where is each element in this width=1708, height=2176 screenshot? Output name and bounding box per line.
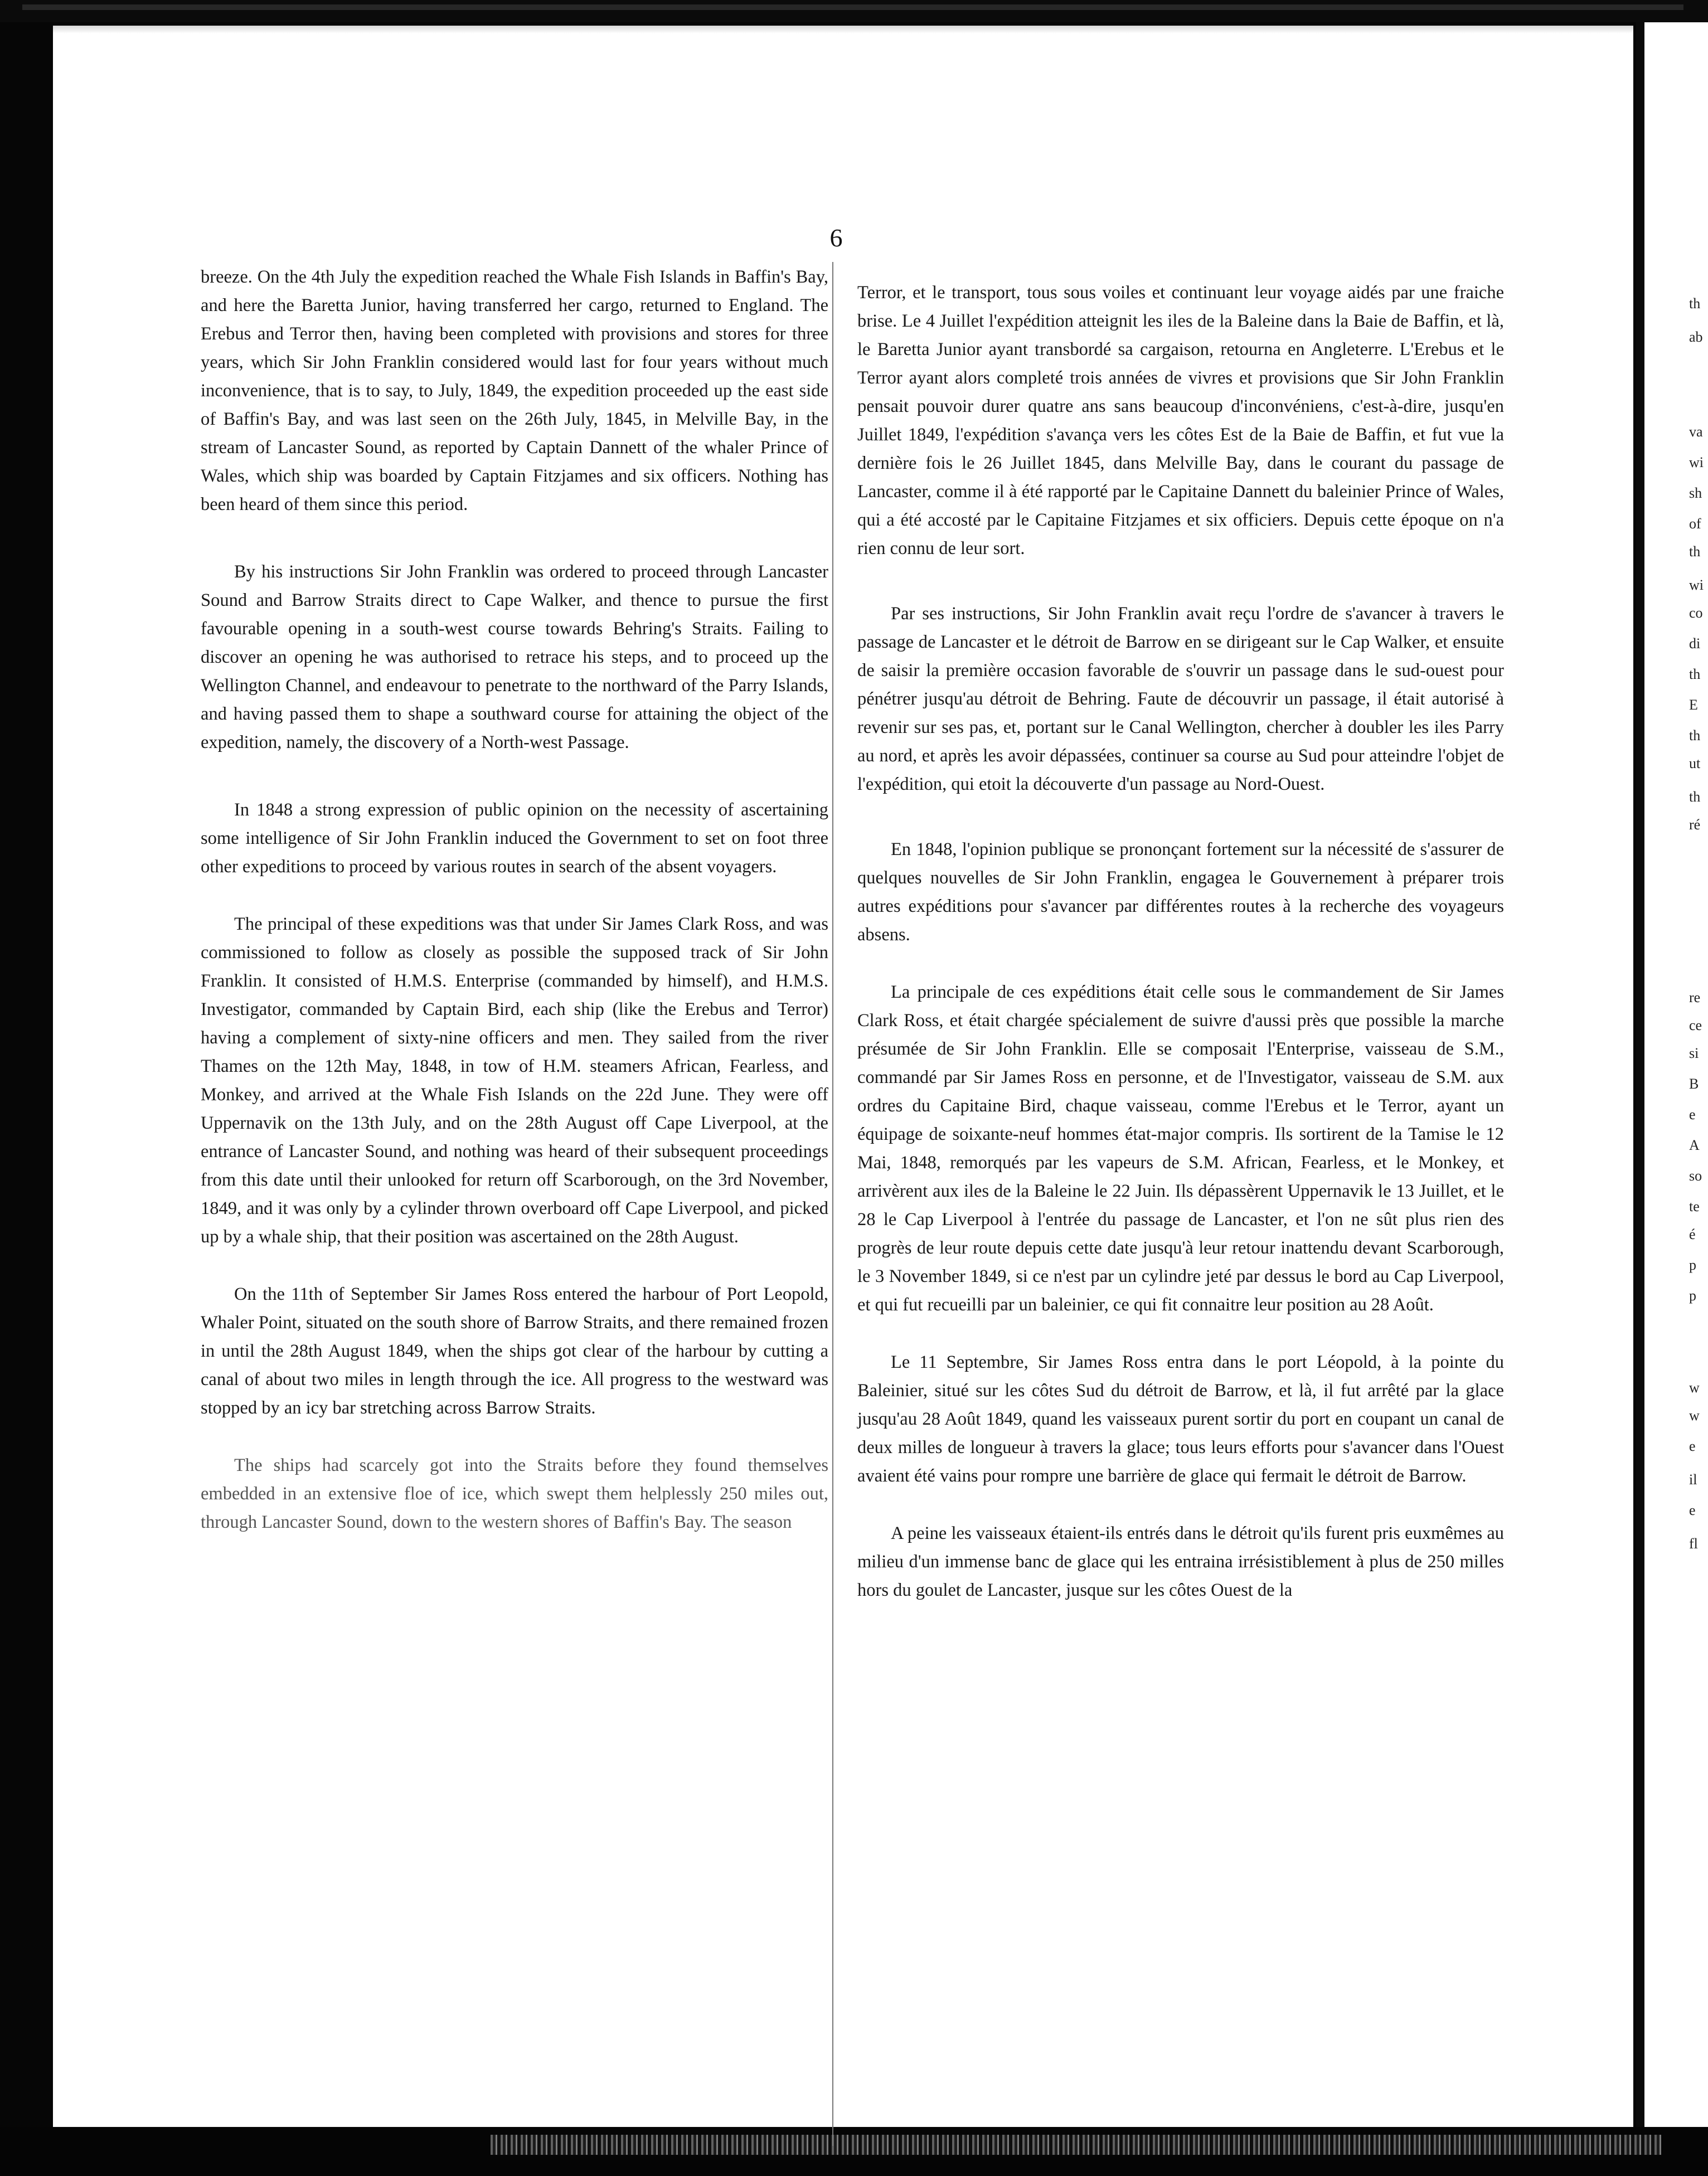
adjacent-page-fragment: te <box>1689 1198 1700 1215</box>
adjacent-page-fragment: B <box>1689 1076 1699 1092</box>
english-column <box>201 263 828 1537</box>
binding-texture <box>491 2135 1661 2155</box>
adjacent-page-fragment: th <box>1689 543 1701 560</box>
adjacent-page-fragment: of <box>1689 516 1701 532</box>
english-paragraph-3: In 1848 a strong expression of public opinion on the necessity of ascertaining some intelligence of Sir John Franklin induced the Government to set on foot three other expeditions to proceed by various routes in search of the absent voyagers. <box>201 800 828 877</box>
adjacent-page-fragment: si <box>1689 1045 1699 1061</box>
french-paragraph-3: En 1848, l'opinion publique se prononçant fortement sur la nécessité de s'assurer de quelques nouvelles de Sir John Franklin, engagea le Gouvernement à préparer trois autres expéditions pour s'avancer par différentes routes à la recherche des voyageurs absens. <box>857 839 1504 945</box>
adjacent-page-fragment: ab <box>1689 329 1703 345</box>
column-divider <box>832 262 833 2146</box>
page-top-shadow <box>53 26 1633 33</box>
adjacent-page-fragment: sh <box>1689 485 1702 501</box>
adjacent-page-fragment: w <box>1689 1407 1700 1424</box>
english-paragraph-1: breeze. On the 4th July the expedition reached the Whale Fish Islands in Baffin's Bay, and here the Baretta Junior, having transferred her cargo, returned to England. The Erebus and Terror then, having been completed with provisions and stores for three years, which Sir John Franklin considered would last for four years without much inconvenience, that is to say, to July, 1849, the expedition proceeded up the east side of Baffin's Bay, and was last seen on the 26th July, 1845, in Melville Bay, in the stream of Lancaster Sound, as reported by Captain Dannett of the whaler Prince of Wales, which ship was boarded by Captain Fitzjames and six officers. Nothing has been heard of them since this period. <box>201 267 828 514</box>
adjacent-page-fragment: E <box>1689 697 1698 713</box>
adjacent-page-fragment: re <box>1689 989 1701 1006</box>
adjacent-page-fragment: ré <box>1689 817 1701 833</box>
adjacent-page-fragment: di <box>1689 635 1701 652</box>
adjacent-page-fragment: ut <box>1689 755 1701 771</box>
adjacent-page-fragment: fl <box>1689 1536 1698 1552</box>
english-paragraph-2: By his instructions Sir John Franklin was ordered to proceed through Lancaster Sound and Barrow Straits direct to Cape Walker, and thence to pursue the first favourable opening in a south-west course towards Behring's Straits. Failing to discover an opening he was authorised to retrace his steps, and to proceed up the Wellington Channel, and endeavour to penetrate to the northward of the Parry Islands, and having passed them to shape a southward course for attaining the object of the expedition, namely, the discovery of a North-west Passage. <box>201 562 828 752</box>
adjacent-page-fragment: A <box>1689 1137 1700 1153</box>
adjacent-page-fragment: p <box>1689 1257 1696 1273</box>
adjacent-page-fragment: ce <box>1689 1017 1702 1033</box>
binding-edge-line <box>22 4 1683 10</box>
adjacent-page-fragment: th <box>1689 727 1701 744</box>
adjacent-page-fragment: e <box>1689 1438 1696 1454</box>
adjacent-page-fragment: wi <box>1689 454 1704 470</box>
english-paragraph-6: The ships had scarcely got into the Straits before they found themselves embedded in an extensive floe of ice, which swept them helplessly 250 miles out, through Lancaster Sound, down to the western shores of Baffin's Bay. The season <box>201 1455 828 1532</box>
french-paragraph-5: Le 11 Septembre, Sir James Ross entra dans le port Léopold, à la pointe du Baleinier, situé sur les côtes Sud du détroit de Barrow, et là, il fut arrêté par la glace jusqu'au 28 Août 1849, quand les vaisseaux purent sortir du port en coupant un canal de deux milles de longueur à travers la glace; tous leurs efforts pour s'avancer dans l'Ouest avaient été vains pour rompre une barrière de glace qui fermait le détroit de Barrow. <box>857 1352 1504 1486</box>
adjacent-page-fragment: e <box>1689 1502 1696 1518</box>
adjacent-page-fragment: p <box>1689 1288 1696 1304</box>
english-paragraph-4: The principal of these expeditions was that under Sir James Clark Ross, and was commissioned to follow as closely as possible the supposed track of Sir John Franklin. It consisted of H.M.S. Enterprise (commanded by himself), and H.M.S. Investigator, commanded by Captain Bird, each ship (like the Erebus and Terror) having a complement of sixty-nine officers and men. They sailed from the river Thames on the 12th May, 1848, in tow of H.M. steamers African, Fearless, and Monkey, and arrived at the Whale Fish Islands on the 22d June. They were off Uppernavik on the 13th July, and on the 28th August off Cape Liverpool, at the entrance of Lancaster Sound, and nothing was heard of their subsequent proceedings from this date until their unlooked for return off Scarborough, on the 3rd November, 1849, and it was only by a cylinder thrown overboard off Cape Liverpool, and picked up by a whale ship, that their position was ascertained on the 28th August. <box>201 914 828 1247</box>
english-paragraph-5: On the 11th of September Sir James Ross entered the harbour of Port Leopold, Whaler Point, situated on the south shore of Barrow Straits, and there remained frozen in until the 28th August 1849, when the ships got clear of the harbour by cutting a canal of about two miles in length through the ice. All progress to the westward was stopped by an icy bar stretching across Barrow Straits. <box>201 1284 828 1418</box>
adjacent-page-fragment: wi <box>1689 577 1704 593</box>
adjacent-page-fragment: th <box>1689 789 1701 805</box>
french-paragraph-1: Terror, et le transport, tous sous voiles et continuant leur voyage aidés par une fraiche brise. Le 4 Juillet l'expédition atteignit les iles de la Baleine dans la Baie de Baffin, et là, le Baretta Junior ayant transbordé sa cargaison, retourna en Angleterre. L'Erebus et le Terror ayant alors completé trois années de vivres et provisions que Sir John Franklin pensait pouvoir durer quatre ans sans beaucoup d'inconvéniens, c'est-à-dire, jusqu'en Juillet 1849, l'expédition s'avança vers les côtes Est de la Baie de Baffin, et fut vue la dernière fois le 26 Juillet 1845, dans Melville Bay, dans le courant du passage de Lancaster, comme il à été rapporté par le Capitaine Dannett du baleinier Prince of Wales, qui a été accosté par le Capitaine Fitzjames et six officiers. Depuis cette époque on n'a rien connu de leur sort. <box>857 283 1504 558</box>
adjacent-page-fragment: th <box>1689 666 1701 682</box>
french-paragraph-2: Par ses instructions, Sir John Franklin avait reçu l'ordre de s'avancer à travers le passage de Lancaster et le détroit de Barrow en se dirigeant sur le Cap Walker, et ensuite de saisir la première occasion favorable de s'ouvrir un passage dans le sud-ouest pour pénétrer jusqu'au détroit de Behring. Faute de découvrir un passage, il était autorisé à revenir sur ses pas, et, portant sur le Canal Wellington, chercher à doubler les iles Parry au nord, et après les avoir dépassées, continuer sa course au Sud pour atteindre l'objet de l'expédition, qui etoit la découverte d'un passage au Nord-Ouest. <box>857 604 1504 794</box>
french-paragraph-4: La principale de ces expéditions était celle sous le commandement de Sir James Clark Ross, et était chargée spécialement de suivre d'aussi près que possible la marche présumée de Sir John Franklin. Elle se composait l'Enterprise, vaisseau de S.M., commandé par Sir James Ross en personne, et de l'Investigator, vaisseau de S.M. aux ordres du Capitaine Bird, chaque vaisseau, comme l'Erebus et le Terror, ayant un équipage de soixante-neuf hommes état-major compris. Ils sortirent de la Tamise le 12 Mai, 1848, remorqués par les vapeurs de S.M. African, Fearless, et le Monkey, et arrivèrent aux iles de la Baleine le 22 Juin. Ils dépassèrent Uppernavik le 13 Juillet, et le 28 le Cap Liverpool à l'entrée du passage de Lancaster, et l'on ne sût plus rien des progrès de leur route depuis cette date jusqu'à leur retour inattendu devant Scarborough, le 3 November 1849, si ce n'est par un cylindre jeté par dessus le bord au Cap Liverpool, et qui fut recueilli par un baleinier, ce qui fit connaitre leur position au 28 Août. <box>857 982 1504 1315</box>
adjacent-page-fragment: e <box>1689 1106 1696 1123</box>
adjacent-page-fragment: w <box>1689 1380 1700 1396</box>
french-column <box>857 279 1504 1605</box>
page-number: 6 <box>829 224 843 252</box>
adjacent-page-fragment: co <box>1689 605 1703 621</box>
adjacent-page-fragment: th <box>1689 295 1701 312</box>
adjacent-page-fragment: so <box>1689 1168 1702 1184</box>
scanner-top-edge <box>0 0 1708 22</box>
adjacent-page-fragment: va <box>1689 424 1703 440</box>
adjacent-page-fragment: il <box>1689 1471 1697 1488</box>
adjacent-page-fragment: é <box>1689 1226 1696 1242</box>
french-paragraph-6: A peine les vaisseaux étaient-ils entrés dans le détroit qu'ils furent pris euxmêmes au milieu d'un immense banc de glace qui les entraina irrésistiblement à plus de 250 milles hors du goulet de Lancaster, jusque sur les côtes Ouest de la <box>857 1523 1504 1600</box>
